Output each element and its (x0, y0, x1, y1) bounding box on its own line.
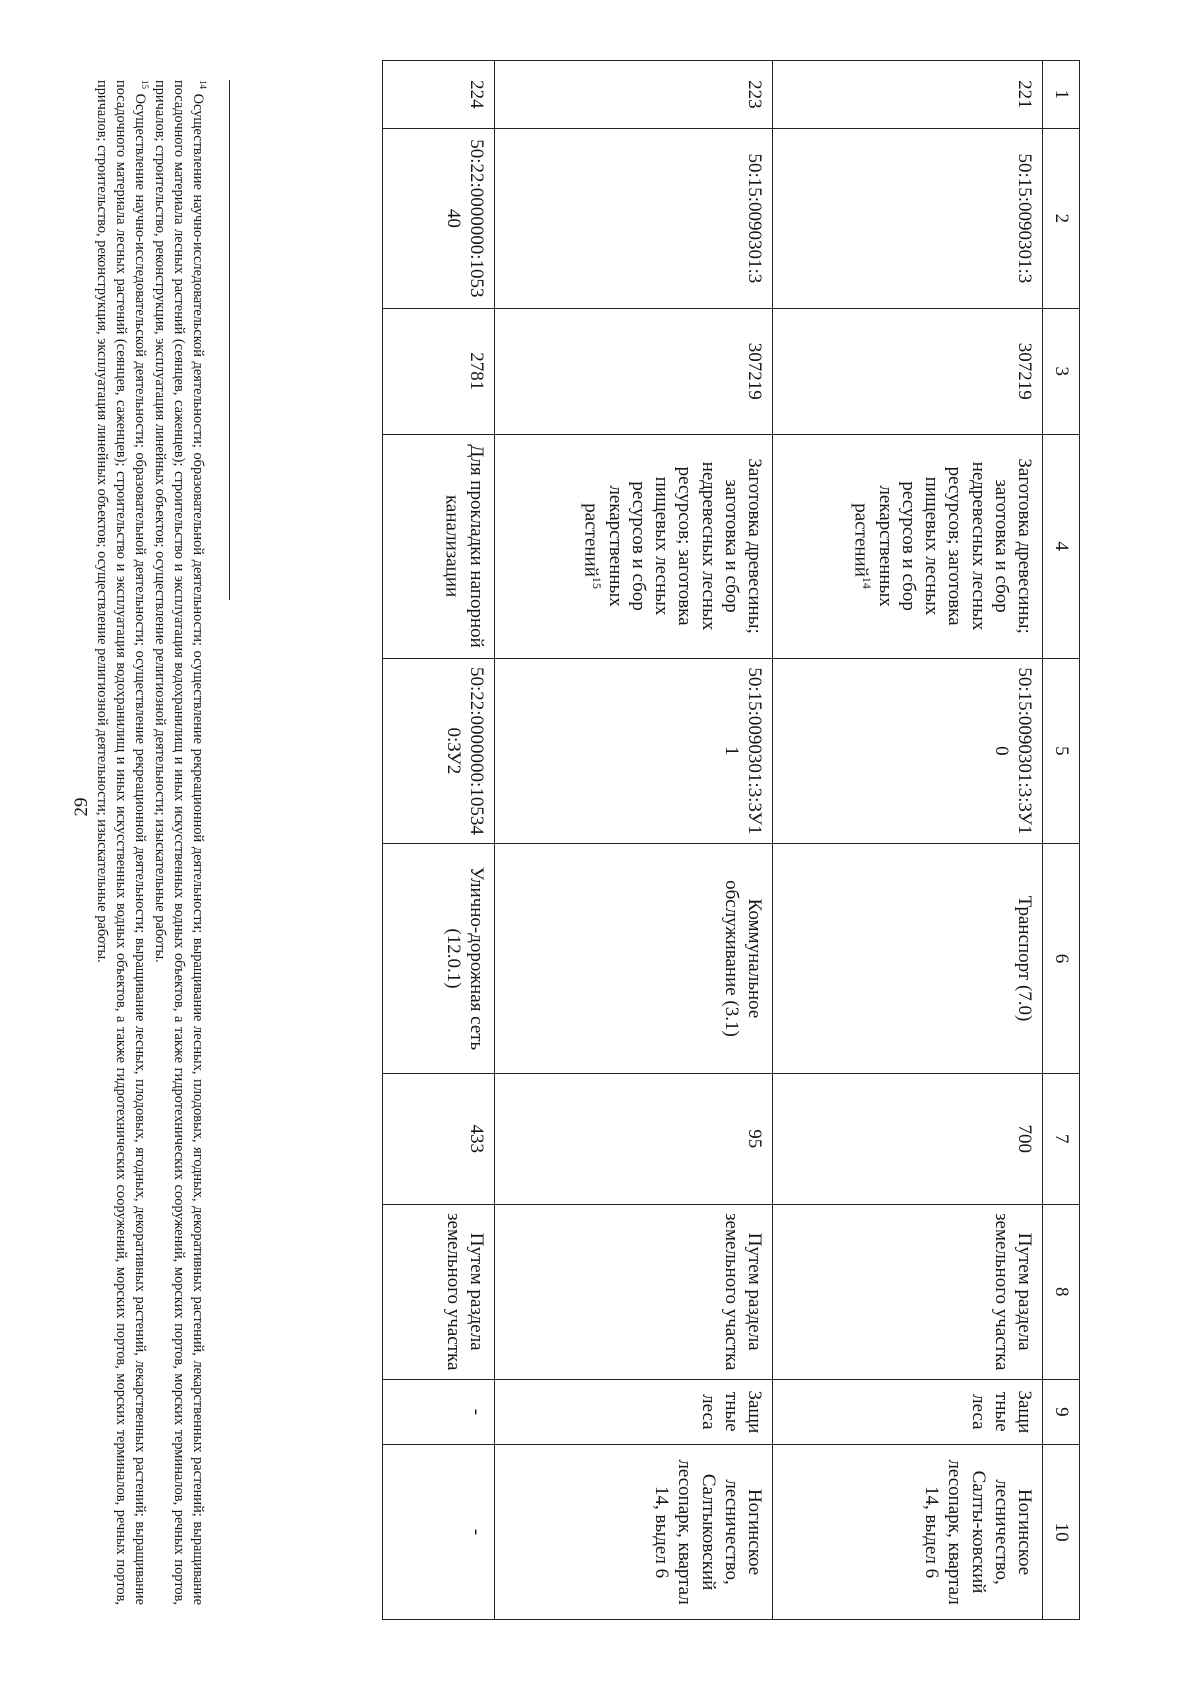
header-cell: 9 (1043, 1379, 1080, 1445)
area: 307219 (495, 308, 773, 434)
forest-category: Защитные леса (495, 1379, 773, 1445)
use-type: Транспорт (7.0) (773, 844, 1043, 1073)
permitted-use-text: Для прокладки напорной канализации (441, 444, 487, 648)
footnote-mark: 14 (198, 80, 208, 89)
footnote (92, 80, 150, 1605)
land-plots-table (382, 60, 1080, 1620)
row-number: 221 (773, 61, 1043, 129)
footnote-mark: 15 (140, 80, 151, 89)
new-plot-number: 50:15:0090301:3:ЗУ10 (773, 658, 1043, 844)
footnote-text: Осуществление научно-исследовательской деятельности; образовательной деятельности; осуществление рекреационной деятельности; выращивание лесных, плодовых, ягодных, декоративных растений, лекарственных растений; выращивание посадочного материала лесных растений (сеянцев, саженцев); строительство и эксплуатация водохранилищ и иных искусственных водных объектов, а также гидротехнических сооружений, морских портов, морских терминалов, речных портов, причалов; строительство, реконструкция, эксплуатация линейных объектов; осуществление религиозной деятельности; изыскательные работы. (152, 80, 207, 1605)
table-row (495, 61, 773, 1620)
permitted-use-text: Заготовка древесины; заготовка и сбор недревесных лесных ресурсов; заготовка пищевых лесных ресурсов и сбор лекарственных растений (850, 458, 1035, 634)
location: - (383, 1445, 495, 1620)
rotated-content (94, 60, 1080, 1620)
header-cell: 6 (1043, 844, 1080, 1073)
permitted-use-text: Заготовка древесины; заготовка и сбор недревесных лесных ресурсов; заготовка пищевых лесных ресурсов и сбор лекарственных растений (580, 458, 765, 634)
footnote-ref: 15 (589, 576, 604, 589)
page-number: 29 (71, 797, 92, 817)
forest-category: Защитные леса (773, 1379, 1043, 1445)
new-area: 700 (773, 1073, 1043, 1204)
row-number: 223 (495, 61, 773, 129)
formation-method: Путем раздела земельного участка (383, 1204, 495, 1379)
cadastral-number: 50:22:0000000:105340 (383, 128, 495, 308)
location: Ногинское лесничество, Салты-ковский лесопарк, квартал 14, выдел 6 (773, 1445, 1043, 1620)
header-cell: 10 (1043, 1445, 1080, 1620)
formation-method: Путем раздела земельного участка (495, 1204, 773, 1379)
header-cell: 1 (1043, 61, 1080, 129)
use-type: Коммунальное обслуживание (3.1) (495, 844, 773, 1073)
permitted-use (773, 434, 1043, 658)
footnote-separator (229, 80, 230, 600)
new-plot-number: 50:22:0000000:105340:ЗУ2 (383, 658, 495, 844)
cadastral-number: 50:15:0090301:3 (773, 128, 1043, 308)
area: 307219 (773, 308, 1043, 434)
new-plot-number: 50:15:0090301:3:ЗУ11 (495, 658, 773, 844)
new-area: 95 (495, 1073, 773, 1204)
header-cell: 2 (1043, 128, 1080, 308)
forest-category: - (383, 1379, 495, 1445)
permitted-use (495, 434, 773, 658)
footnote (150, 80, 208, 1605)
header-cell: 8 (1043, 1204, 1080, 1379)
location: Ногинское лесничество, Салтыковский лесопарк, квартал 14, выдел 6 (495, 1445, 773, 1620)
header-row (1043, 61, 1080, 1620)
footnote-ref: 14 (859, 576, 874, 589)
row-number: 224 (383, 61, 495, 129)
formation-method: Путем раздела земельного участка (773, 1204, 1043, 1379)
area: 2781 (383, 308, 495, 434)
header-cell: 3 (1043, 308, 1080, 434)
permitted-use (383, 434, 495, 658)
header-cell: 5 (1043, 658, 1080, 844)
footnotes (92, 80, 208, 1605)
new-area: 433 (383, 1073, 495, 1204)
footnote-text: Осуществление научно-исследовательской деятельности; образовательной деятельности; осуществление рекреационной деятельности; выращивание лесных, плодовых, ягодных, декоративных растений, лекарственных растений; выращивание посадочного материала лесных растений (сеянцев, саженцев); строительство и эксплуатация водохранилищ и иных искусственных водных объектов, а также гидротехнических сооружений, морских портов, морских терминалов, речных портов, причалов; строительство, реконструкция, эксплуатация линейных объектов; осуществление религиозной деятельности; изыскательные работы. (94, 80, 149, 1605)
table-row (773, 61, 1043, 1620)
cadastral-number: 50:15:0090301:3 (495, 128, 773, 308)
table-row (383, 61, 495, 1620)
header-cell: 7 (1043, 1073, 1080, 1204)
header-cell: 4 (1043, 434, 1080, 658)
use-type: Улично-дорожная сеть (12.0.1) (383, 844, 495, 1073)
